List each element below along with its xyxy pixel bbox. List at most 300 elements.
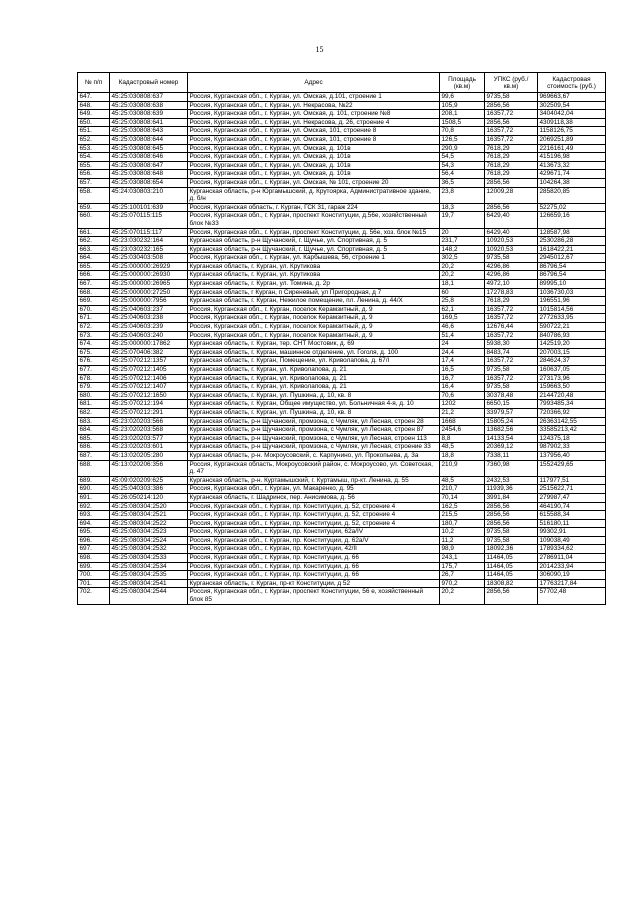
- cadastral-number-cell: 45:25:070212:1357: [110, 357, 188, 366]
- address-cell: Россия, Курганская обл., г. Курган, пр. Конституции, 42/II: [188, 545, 440, 554]
- upks-cell: 14133,54: [485, 434, 538, 443]
- cadastral-value-cell: 2530286,28: [538, 237, 606, 246]
- table-row: [78, 297, 606, 306]
- row-number-cell: 681.: [78, 400, 110, 409]
- row-number-cell: 664.: [78, 254, 110, 263]
- area-cell: 16,7: [440, 374, 485, 383]
- table-row: [78, 528, 606, 537]
- area-cell: 1508,5: [440, 118, 485, 127]
- area-cell: 105,9: [440, 101, 485, 110]
- area-cell: 19,7: [440, 212, 485, 228]
- cadastral-value-cell: 2515622,71: [538, 485, 606, 494]
- row-number-cell: 698.: [78, 554, 110, 563]
- table-row: [78, 228, 606, 237]
- row-number-cell: 653.: [78, 144, 110, 153]
- upks-cell: 3991,84: [485, 493, 538, 502]
- cadastral-number-cell: 45:25:080304:2520: [110, 502, 188, 511]
- address-cell: Россия, Курганская обл., г. Курган, ул. Макаренко, д. 95: [188, 485, 440, 494]
- table-row: [78, 391, 606, 400]
- cadastral-number-cell: 45:25:000000:26930: [110, 271, 188, 280]
- area-cell: 208,1: [440, 110, 485, 119]
- area-cell: 62,1: [440, 305, 485, 314]
- table-row: [78, 170, 606, 179]
- area-cell: 26,7: [440, 571, 485, 580]
- address-cell: Россия, Курганская обл., г. Курган, пр. Конституции, д. 66: [188, 562, 440, 571]
- cadastral-number-cell: 45:25:070212:1407: [110, 383, 188, 392]
- table-row: [78, 571, 606, 580]
- area-cell: 162,5: [440, 502, 485, 511]
- header-cadastral-value: Кадастровая стоимость (руб.): [538, 73, 606, 93]
- cadastral-value-cell: 99302,91: [538, 528, 606, 537]
- row-number-cell: 688.: [78, 460, 110, 476]
- address-cell: Курганская область, р-н. Куртамышский, г. Куртамыш, пр-кт. Ленина, д. 55: [188, 476, 440, 485]
- table-row: [78, 262, 606, 271]
- table-row: [78, 340, 606, 349]
- row-number-cell: 654.: [78, 153, 110, 162]
- table-row: [78, 135, 606, 144]
- address-cell: Россия, Курганская обл., г. Курган, ул. Омская, д. 101в: [188, 161, 440, 170]
- row-number-cell: 699.: [78, 562, 110, 571]
- table-row: [78, 562, 606, 571]
- table-row: [78, 493, 606, 502]
- row-number-cell: 697.: [78, 545, 110, 554]
- cadastral-number-cell: 45:25:080304:2533: [110, 554, 188, 563]
- table-row: [78, 161, 606, 170]
- cadastral-value-cell: 2772633,95: [538, 314, 606, 323]
- area-cell: 2454,6: [440, 426, 485, 435]
- table-row: [78, 545, 606, 554]
- cadastral-number-cell: 45:25:030808:644: [110, 135, 188, 144]
- table-row: [78, 314, 606, 323]
- table-row: [78, 153, 606, 162]
- cadastral-value-cell: 306090,19: [538, 571, 606, 580]
- table-row: [78, 434, 606, 443]
- area-cell: 1668: [440, 417, 485, 426]
- cadastral-number-cell: 45:25:080304:2532: [110, 545, 188, 554]
- area-cell: 10,2: [440, 528, 485, 537]
- header-upks: УПКС (руб./кв.м): [485, 73, 538, 93]
- cadastral-value-cell: 126659,16: [538, 212, 606, 228]
- row-number-cell: 682.: [78, 408, 110, 417]
- cadastral-value-cell: 413673,32: [538, 161, 606, 170]
- row-number-cell: 677.: [78, 366, 110, 375]
- address-cell: Курганская область, г. Курган, Нежилое помещение, пл. Ленина, д. 44/Х: [188, 297, 440, 306]
- area-cell: 24,4: [440, 348, 485, 357]
- cadastral-number-cell: 45:25:070212:1650: [110, 391, 188, 400]
- upks-cell: 16357,72: [485, 127, 538, 136]
- area-cell: 215,5: [440, 511, 485, 520]
- upks-cell: 16357,72: [485, 135, 538, 144]
- table-row: [78, 237, 606, 246]
- area-cell: 23,8: [440, 187, 485, 203]
- cadastral-value-cell: 429671,74: [538, 170, 606, 179]
- row-number-cell: 676.: [78, 357, 110, 366]
- area-cell: 56,4: [440, 170, 485, 179]
- address-cell: Россия, Курганская обл., г. Курган, ул. Омская, д. 101в: [188, 170, 440, 179]
- address-cell: Россия, Курганская область, г. Курган, ГСК 31, гараж 224: [188, 203, 440, 212]
- upks-cell: 11464,05: [485, 554, 538, 563]
- cadastral-value-cell: 137956,40: [538, 451, 606, 460]
- cadastral-number-cell: 45:09:020209:625: [110, 476, 188, 485]
- upks-cell: 12009,28: [485, 187, 538, 203]
- upks-cell: 18092,36: [485, 545, 538, 554]
- upks-cell: 6650,15: [485, 400, 538, 409]
- table-body: [78, 93, 606, 605]
- row-number-cell: 678.: [78, 374, 110, 383]
- row-number-cell: 658.: [78, 187, 110, 203]
- cadastral-value-cell: 124375,18: [538, 434, 606, 443]
- cadastral-value-cell: 2069251,89: [538, 135, 606, 144]
- area-cell: 48,5: [440, 476, 485, 485]
- row-number-cell: 693.: [78, 511, 110, 520]
- cadastral-value-cell: 284624,37: [538, 357, 606, 366]
- cadastral-value-cell: 273173,96: [538, 374, 606, 383]
- upks-cell: 9735,58: [485, 528, 538, 537]
- upks-cell: 2856,56: [485, 502, 538, 511]
- table-row: [78, 178, 606, 187]
- cadastral-number-cell: 45:25:070212:1406: [110, 374, 188, 383]
- address-cell: Курганская область, г. Курган, ул. Крутикова: [188, 271, 440, 280]
- table-row: [78, 280, 606, 289]
- address-cell: Курганская область, р-н Щучанский, промзона, с Чумляк, ул Лесная, строен 87: [188, 426, 440, 435]
- table-row: [78, 245, 606, 254]
- upks-cell: 7618,29: [485, 153, 538, 162]
- address-cell: Курганская область, г. Курган, пр-кт Конституции, д 52: [188, 579, 440, 588]
- table-row: [78, 374, 606, 383]
- row-number-cell: 694.: [78, 519, 110, 528]
- row-number-cell: 700.: [78, 571, 110, 580]
- table-row: [78, 588, 606, 604]
- address-cell: Курганская область, г Курган, п Сиреневый, ул Пригородная, д 7: [188, 288, 440, 297]
- upks-cell: 2856,56: [485, 588, 538, 604]
- upks-cell: 9735,58: [485, 383, 538, 392]
- cadastral-value-cell: 1158126,75: [538, 127, 606, 136]
- table-row: [78, 348, 606, 357]
- cadastral-value-cell: 720366,92: [538, 408, 606, 417]
- table-row: [78, 118, 606, 127]
- cadastral-value-cell: 2144720,48: [538, 391, 606, 400]
- address-cell: Россия, Курганская обл., г. Курган, поселок Керамзитный, д. 9: [188, 314, 440, 323]
- cadastral-value-cell: 464190,74: [538, 502, 606, 511]
- cadastral-number-cell: 45:25:080304:2522: [110, 519, 188, 528]
- upks-cell: 18308,82: [485, 579, 538, 588]
- area-cell: 20,2: [440, 588, 485, 604]
- address-cell: Россия, Курганская обл., г. Курган, проспект Конституции, д.56е, хозяйственный блок №33: [188, 212, 440, 228]
- table-row: [78, 203, 606, 212]
- area-cell: 169,5: [440, 314, 485, 323]
- cadastral-number-cell: 45:25:030808:639: [110, 110, 188, 119]
- table-row: [78, 357, 606, 366]
- upks-cell: 9735,58: [485, 93, 538, 102]
- table-row: [78, 519, 606, 528]
- row-number-cell: 673.: [78, 331, 110, 340]
- row-number-cell: 690.: [78, 485, 110, 494]
- cadastral-value-table: [77, 72, 606, 605]
- row-number-cell: 659.: [78, 203, 110, 212]
- row-number-cell: 671.: [78, 314, 110, 323]
- address-cell: Курганская область, р-н Щучанский, промзона, с Чумляк, ул Лесная, строен 28: [188, 417, 440, 426]
- cadastral-number-cell: 45:23:020203:566: [110, 417, 188, 426]
- cadastral-value-cell: 1015814,56: [538, 305, 606, 314]
- address-cell: Курганская область, г. Курган, тер. СНТ Мостовик, д. 69: [188, 340, 440, 349]
- header-cadastral-number: Кадастровый номер: [110, 73, 188, 93]
- table-row: [78, 271, 606, 280]
- upks-cell: 2856,56: [485, 118, 538, 127]
- cadastral-value-cell: 840786,93: [538, 331, 606, 340]
- upks-cell: 10920,53: [485, 237, 538, 246]
- cadastral-number-cell: 45:23:030232:164: [110, 237, 188, 246]
- row-number-cell: 683.: [78, 417, 110, 426]
- cadastral-value-cell: 4309118,38: [538, 118, 606, 127]
- row-number-cell: 648.: [78, 101, 110, 110]
- table-row: [78, 502, 606, 511]
- area-cell: 46,6: [440, 323, 485, 332]
- cadastral-number-cell: 45:13:020205:280: [110, 451, 188, 460]
- cadastral-value-cell: 1552429,65: [538, 460, 606, 476]
- address-cell: Россия, Курганская обл., г. Курган, пр. Конституции, д. 52, строение 4: [188, 511, 440, 520]
- area-cell: 231,7: [440, 237, 485, 246]
- address-cell: Курганская область, р-н Щучанский, г. Щучье, ул. Спортивная, д. 5: [188, 245, 440, 254]
- area-cell: 302,5: [440, 254, 485, 263]
- upks-cell: 11939,36: [485, 485, 538, 494]
- table-row: [78, 554, 606, 563]
- cadastral-number-cell: 45:25:080304:2524: [110, 536, 188, 545]
- cadastral-value-cell: 26363142,55: [538, 417, 606, 426]
- cadastral-value-cell: 516180,11: [538, 519, 606, 528]
- table-row: [78, 417, 606, 426]
- upks-cell: 10920,53: [485, 245, 538, 254]
- row-number-cell: 668.: [78, 288, 110, 297]
- row-number-cell: 647.: [78, 93, 110, 102]
- area-cell: 70,8: [440, 127, 485, 136]
- row-number-cell: 685.: [78, 434, 110, 443]
- row-number-cell: 679.: [78, 383, 110, 392]
- area-cell: 20: [440, 228, 485, 237]
- cadastral-number-cell: 45:25:030808:643: [110, 127, 188, 136]
- cadastral-number-cell: 45:24:030803:210: [110, 187, 188, 203]
- row-number-cell: 687.: [78, 451, 110, 460]
- address-cell: Россия, Курганская обл., г. Курган, ул. Омская, д.101, строение 1: [188, 93, 440, 102]
- address-cell: Россия, Курганская обл., г. Курган, ул. Некрасова, д. 26, строение 4: [188, 118, 440, 127]
- cadastral-value-cell: 2216161,49: [538, 144, 606, 153]
- area-cell: 54,5: [440, 153, 485, 162]
- cadastral-number-cell: 45:25:070115:117: [110, 228, 188, 237]
- cadastral-number-cell: 45:25:070406:382: [110, 348, 188, 357]
- address-cell: Россия, Курганская обл., г. Курган, пр. Конституции, д. 62а/V: [188, 536, 440, 545]
- row-number-cell: 669.: [78, 297, 110, 306]
- upks-cell: 12676,44: [485, 323, 538, 332]
- upks-cell: 16357,72: [485, 305, 538, 314]
- cadastral-value-cell: 104264,38: [538, 178, 606, 187]
- address-cell: Россия, Курганская обл., г. Курган, ул. Некрасова, №22: [188, 101, 440, 110]
- address-cell: Россия, Курганская обл., г. Курган, ул. Омская, № 101, строение 20: [188, 178, 440, 187]
- row-number-cell: 665.: [78, 262, 110, 271]
- row-number-cell: 692.: [78, 502, 110, 511]
- cadastral-value-cell: 117977,51: [538, 476, 606, 485]
- cadastral-number-cell: 45:25:030808:648: [110, 170, 188, 179]
- upks-cell: 9735,58: [485, 536, 538, 545]
- address-cell: Россия, Курганская обл., г. Курган, поселок Керамзитный, д. 9: [188, 305, 440, 314]
- cadastral-value-cell: 415196,98: [538, 153, 606, 162]
- area-cell: 180,7: [440, 519, 485, 528]
- row-number-cell: 672.: [78, 323, 110, 332]
- table-row: [78, 331, 606, 340]
- address-cell: Курганская область, г. Курган, ул. Пушкина, д. 10, кв. 8: [188, 408, 440, 417]
- row-number-cell: 701.: [78, 579, 110, 588]
- upks-cell: 4296,86: [485, 271, 538, 280]
- cadastral-value-cell: 196551,96: [538, 297, 606, 306]
- upks-cell: 2856,56: [485, 511, 538, 520]
- cadastral-number-cell: 45:25:100101:639: [110, 203, 188, 212]
- upks-cell: 7618,29: [485, 144, 538, 153]
- row-number-cell: 656.: [78, 170, 110, 179]
- page-number: 15: [315, 45, 324, 54]
- row-number-cell: 660.: [78, 212, 110, 228]
- address-cell: Россия, Курганская обл., г. Курган, пр. Конституции, д. 66: [188, 571, 440, 580]
- cadastral-number-cell: 45:23:030232:165: [110, 245, 188, 254]
- cadastral-number-cell: 45:25:070115:115: [110, 212, 188, 228]
- address-cell: Курганская область, г. Курган, ул. Криволапова, д. 21: [188, 366, 440, 375]
- cadastral-value-cell: 128587,98: [538, 228, 606, 237]
- address-cell: Курганская область, г. Курган, Общее имущество, ул. Больничная 4-я, д. 10: [188, 400, 440, 409]
- area-cell: 60: [440, 288, 485, 297]
- table-row: [78, 511, 606, 520]
- cadastral-value-cell: 3404042,04: [538, 110, 606, 119]
- upks-cell: 20369,12: [485, 443, 538, 452]
- row-number-cell: 670.: [78, 305, 110, 314]
- cadastral-value-cell: 2786911,04: [538, 554, 606, 563]
- upks-cell: 16357,72: [485, 331, 538, 340]
- cadastral-value-cell: 285820,85: [538, 187, 606, 203]
- row-number-cell: 684.: [78, 426, 110, 435]
- upks-cell: 11464,05: [485, 571, 538, 580]
- cadastral-number-cell: 45:25:040603:240: [110, 331, 188, 340]
- cadastral-value-cell: 160637,05: [538, 366, 606, 375]
- row-number-cell: 667.: [78, 280, 110, 289]
- upks-cell: 16357,72: [485, 110, 538, 119]
- cadastral-number-cell: 45:25:070212:1405: [110, 366, 188, 375]
- table-row: [78, 383, 606, 392]
- cadastral-number-cell: 45:25:040603:239: [110, 323, 188, 332]
- cadastral-number-cell: 45:25:040303:386: [110, 485, 188, 494]
- cadastral-value-cell: 159663,50: [538, 383, 606, 392]
- area-cell: 1202: [440, 400, 485, 409]
- cadastral-number-cell: 45:25:030808:646: [110, 153, 188, 162]
- cadastral-value-cell: 1036730,03: [538, 288, 606, 297]
- cadastral-number-cell: 45:25:030808:637: [110, 93, 188, 102]
- address-cell: Россия, Курганская обл., г. Курган, ул. Омская, д. 101, строение №8: [188, 110, 440, 119]
- table-row: [78, 476, 606, 485]
- cadastral-number-cell: 45:25:030808:638: [110, 101, 188, 110]
- upks-cell: 2856,56: [485, 101, 538, 110]
- upks-cell: 13682,56: [485, 426, 538, 435]
- cadastral-value-cell: 33585213,42: [538, 426, 606, 435]
- upks-cell: 11464,05: [485, 562, 538, 571]
- address-cell: Курганская область, р-н Щучанский, промзона, с Чумляк, ул Лесная, строен 113: [188, 434, 440, 443]
- upks-cell: 17278,83: [485, 288, 538, 297]
- cadastral-value-cell: 1618422,21: [538, 245, 606, 254]
- row-number-cell: 674.: [78, 340, 110, 349]
- cadastral-number-cell: 45:25:040603:238: [110, 314, 188, 323]
- upks-cell: 7338,11: [485, 451, 538, 460]
- address-cell: Курганская область, г. Курган, ул. Пушкина, д. 10, кв. 8: [188, 391, 440, 400]
- table-row: [78, 127, 606, 136]
- upks-cell: 2856,56: [485, 178, 538, 187]
- area-cell: 17,4: [440, 357, 485, 366]
- address-cell: Курганская область, г. Курган, Помещение, ул. Криволапова, д. 67/I: [188, 357, 440, 366]
- area-cell: 99,6: [440, 93, 485, 102]
- upks-cell: 2856,56: [485, 519, 538, 528]
- cadastral-number-cell: 45:25:080304:2544: [110, 588, 188, 604]
- address-cell: Курганская область, г. Курган, ул. Томина, д. 2р: [188, 280, 440, 289]
- area-cell: 98,9: [440, 545, 485, 554]
- area-cell: 21,2: [440, 408, 485, 417]
- upks-cell: 9735,58: [485, 366, 538, 375]
- address-cell: Россия, Курганская обл., г. Курган, поселок Керамзитный, д. 9: [188, 331, 440, 340]
- cadastral-number-cell: 45:25:030808:641: [110, 118, 188, 127]
- address-cell: Россия, Курганская обл., г. Курган, пр. Конституции, 62а/IV: [188, 528, 440, 537]
- row-number-cell: 651.: [78, 127, 110, 136]
- address-cell: Курганская область, г. Курган, ул. Криволапова, д. 21: [188, 383, 440, 392]
- row-number-cell: 663.: [78, 245, 110, 254]
- cadastral-value-cell: 2945012,67: [538, 254, 606, 263]
- upks-cell: 16357,72: [485, 374, 538, 383]
- upks-cell: 7618,29: [485, 161, 538, 170]
- area-cell: 20,2: [440, 271, 485, 280]
- cadastral-value-cell: 89995,10: [538, 280, 606, 289]
- cadastral-value-cell: 17763217,84: [538, 579, 606, 588]
- area-cell: 24: [440, 340, 485, 349]
- address-cell: Россия, Курганская обл., г. Курган, поселок Керамзитный, д. 9: [188, 323, 440, 332]
- address-cell: Курганская область, г. Шадринск, пер. Анисимова, д. 56: [188, 493, 440, 502]
- row-number-cell: 662.: [78, 237, 110, 246]
- upks-cell: 6429,40: [485, 228, 538, 237]
- area-cell: 16,4: [440, 383, 485, 392]
- cadastral-number-cell: 45:25:030808:654: [110, 178, 188, 187]
- upks-cell: 7618,29: [485, 297, 538, 306]
- table-row: [78, 187, 606, 203]
- upks-cell: 7360,98: [485, 460, 538, 476]
- row-number-cell: 702.: [78, 588, 110, 604]
- table-row: [78, 579, 606, 588]
- upks-cell: 33979,57: [485, 408, 538, 417]
- area-cell: 148,2: [440, 245, 485, 254]
- cadastral-number-cell: 45:25:080304:2535: [110, 571, 188, 580]
- table-row: [78, 254, 606, 263]
- row-number-cell: 649.: [78, 110, 110, 119]
- cadastral-number-cell: 45:25:070212:194: [110, 400, 188, 409]
- header-address: Адрес: [188, 73, 440, 93]
- upks-cell: 16357,72: [485, 314, 538, 323]
- area-cell: 126,5: [440, 135, 485, 144]
- cadastral-number-cell: 45:25:000000:27250: [110, 288, 188, 297]
- row-number-cell: 652.: [78, 135, 110, 144]
- table-row: [78, 443, 606, 452]
- row-number-cell: 689.: [78, 476, 110, 485]
- row-number-cell: 655.: [78, 161, 110, 170]
- table-row: [78, 144, 606, 153]
- area-cell: 25,8: [440, 297, 485, 306]
- cadastral-number-cell: 45:23:020203:568: [110, 426, 188, 435]
- cadastral-value-cell: 207003,15: [538, 348, 606, 357]
- upks-cell: 2432,53: [485, 476, 538, 485]
- cadastral-number-cell: 45:25:000000:7956: [110, 297, 188, 306]
- address-cell: Курганская область, г. Курган, машинное отделение, ул. Гоголя, д. 100: [188, 348, 440, 357]
- table-row: [78, 288, 606, 297]
- row-number-cell: 695.: [78, 528, 110, 537]
- cadastral-number-cell: 45:25:080304:2534: [110, 562, 188, 571]
- cadastral-value-cell: 142519,20: [538, 340, 606, 349]
